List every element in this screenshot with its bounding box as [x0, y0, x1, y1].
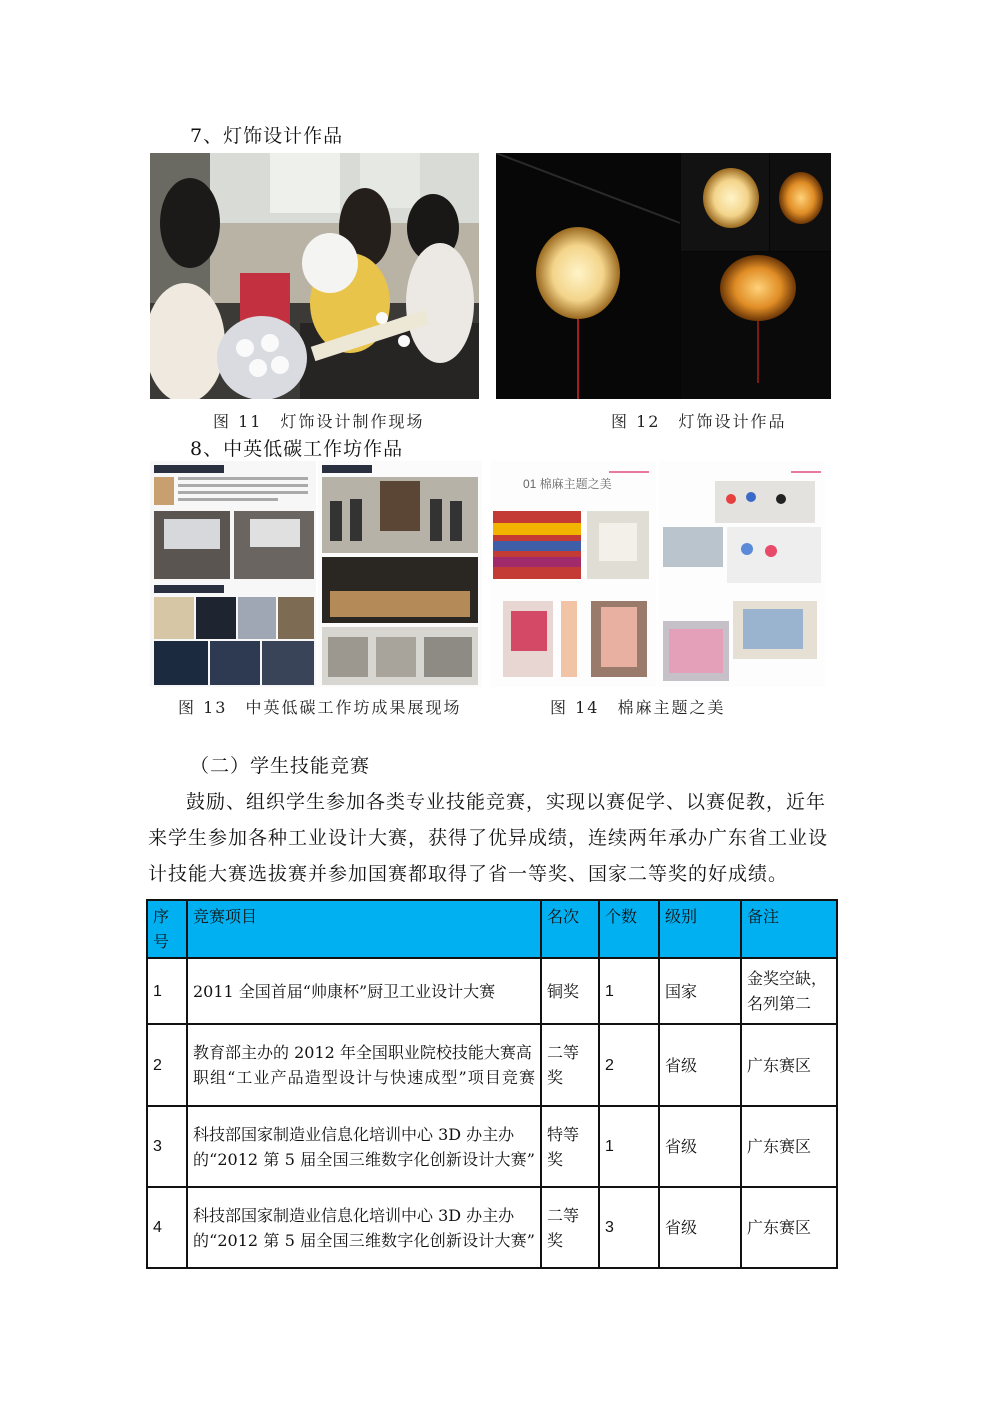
section-heading-8: 8、中英低碳工作坊作品 — [190, 438, 404, 460]
header-rank: 名次 — [541, 900, 599, 958]
header-no: 序号 — [147, 900, 187, 958]
cell-note: 广东赛区 — [741, 1024, 837, 1106]
photo-cotton-linen — [491, 461, 825, 687]
cell-project: 科技部国家制造业信息化培训中心 3D 办主办的“2012 第 5 届全国三维数字化创新设计大赛” — [187, 1187, 541, 1268]
cell-project: 科技部国家制造业信息化培训中心 3D 办主办的“2012 第 5 届全国三维数字化创新设计大赛” — [187, 1106, 541, 1187]
header-level: 级别 — [659, 900, 741, 958]
cell-rank: 特等奖 — [541, 1106, 599, 1187]
cell-project: 2011 全国首届“帅康杯”厨卫工业设计大赛 — [187, 958, 541, 1024]
cell-project: 教育部主办的 2012 年全国职业院校技能大赛高职组“工业产品造型设计与快速成型”项目竞赛 — [187, 1024, 541, 1106]
table-row — [147, 1106, 837, 1187]
header-project: 竞赛项目 — [187, 900, 541, 958]
figure-14-caption: 图 14 棉麻主题之美 — [550, 698, 726, 717]
figure-12-caption: 图 12 灯饰设计作品 — [611, 412, 787, 431]
cell-level: 省级 — [659, 1187, 741, 1268]
figure-11-caption: 图 11 灯饰设计制作现场 — [213, 412, 425, 431]
cell-rank: 二等奖 — [541, 1024, 599, 1106]
cell-count: 1 — [599, 1106, 659, 1187]
photo-workshop-exhibition — [150, 461, 482, 687]
table-row — [147, 1187, 837, 1268]
cell-no: 3 — [147, 1106, 187, 1187]
header-note: 备注 — [741, 900, 837, 958]
competition-table — [146, 899, 838, 1269]
table-row — [147, 1024, 837, 1106]
cell-note: 广东赛区 — [741, 1106, 837, 1187]
cell-rank: 二等奖 — [541, 1187, 599, 1268]
cell-no: 4 — [147, 1187, 187, 1268]
table-row — [147, 958, 837, 1024]
cell-note: 广东赛区 — [741, 1187, 837, 1268]
cell-count: 1 — [599, 958, 659, 1024]
section-heading-7: 7、灯饰设计作品 — [190, 125, 344, 147]
cell-no: 2 — [147, 1024, 187, 1106]
cell-no: 1 — [147, 958, 187, 1024]
photo-lamp-works — [496, 153, 831, 399]
cell-count: 2 — [599, 1024, 659, 1106]
header-count: 个数 — [599, 900, 659, 958]
cell-note: 金奖空缺，名列第二 — [741, 958, 837, 1024]
photo-lamp-making — [150, 153, 479, 399]
body-paragraph — [148, 784, 840, 892]
table-header-row — [147, 900, 837, 958]
figure-14-inner-title: 01 棉麻主题之美 — [523, 477, 612, 491]
cell-count: 3 — [599, 1187, 659, 1268]
cell-level: 国家 — [659, 958, 741, 1024]
section-heading-competitions: （二）学生技能竞赛 — [190, 755, 371, 777]
cell-rank: 铜奖 — [541, 958, 599, 1024]
paragraph-text: 鼓励、组织学生参加各类专业技能竞赛，实现以赛促学、以赛促教，近年来学生参加各种工业设计大赛，获得了优异成绩，连续两年承办广东省工业设计技能大赛选拔赛并参加国赛都取得了省一等奖、国家二等奖的好成绩。 — [148, 791, 829, 885]
cell-level: 省级 — [659, 1106, 741, 1187]
figure-13-caption: 图 13 中英低碳工作坊成果展现场 — [178, 698, 462, 717]
cell-level: 省级 — [659, 1024, 741, 1106]
